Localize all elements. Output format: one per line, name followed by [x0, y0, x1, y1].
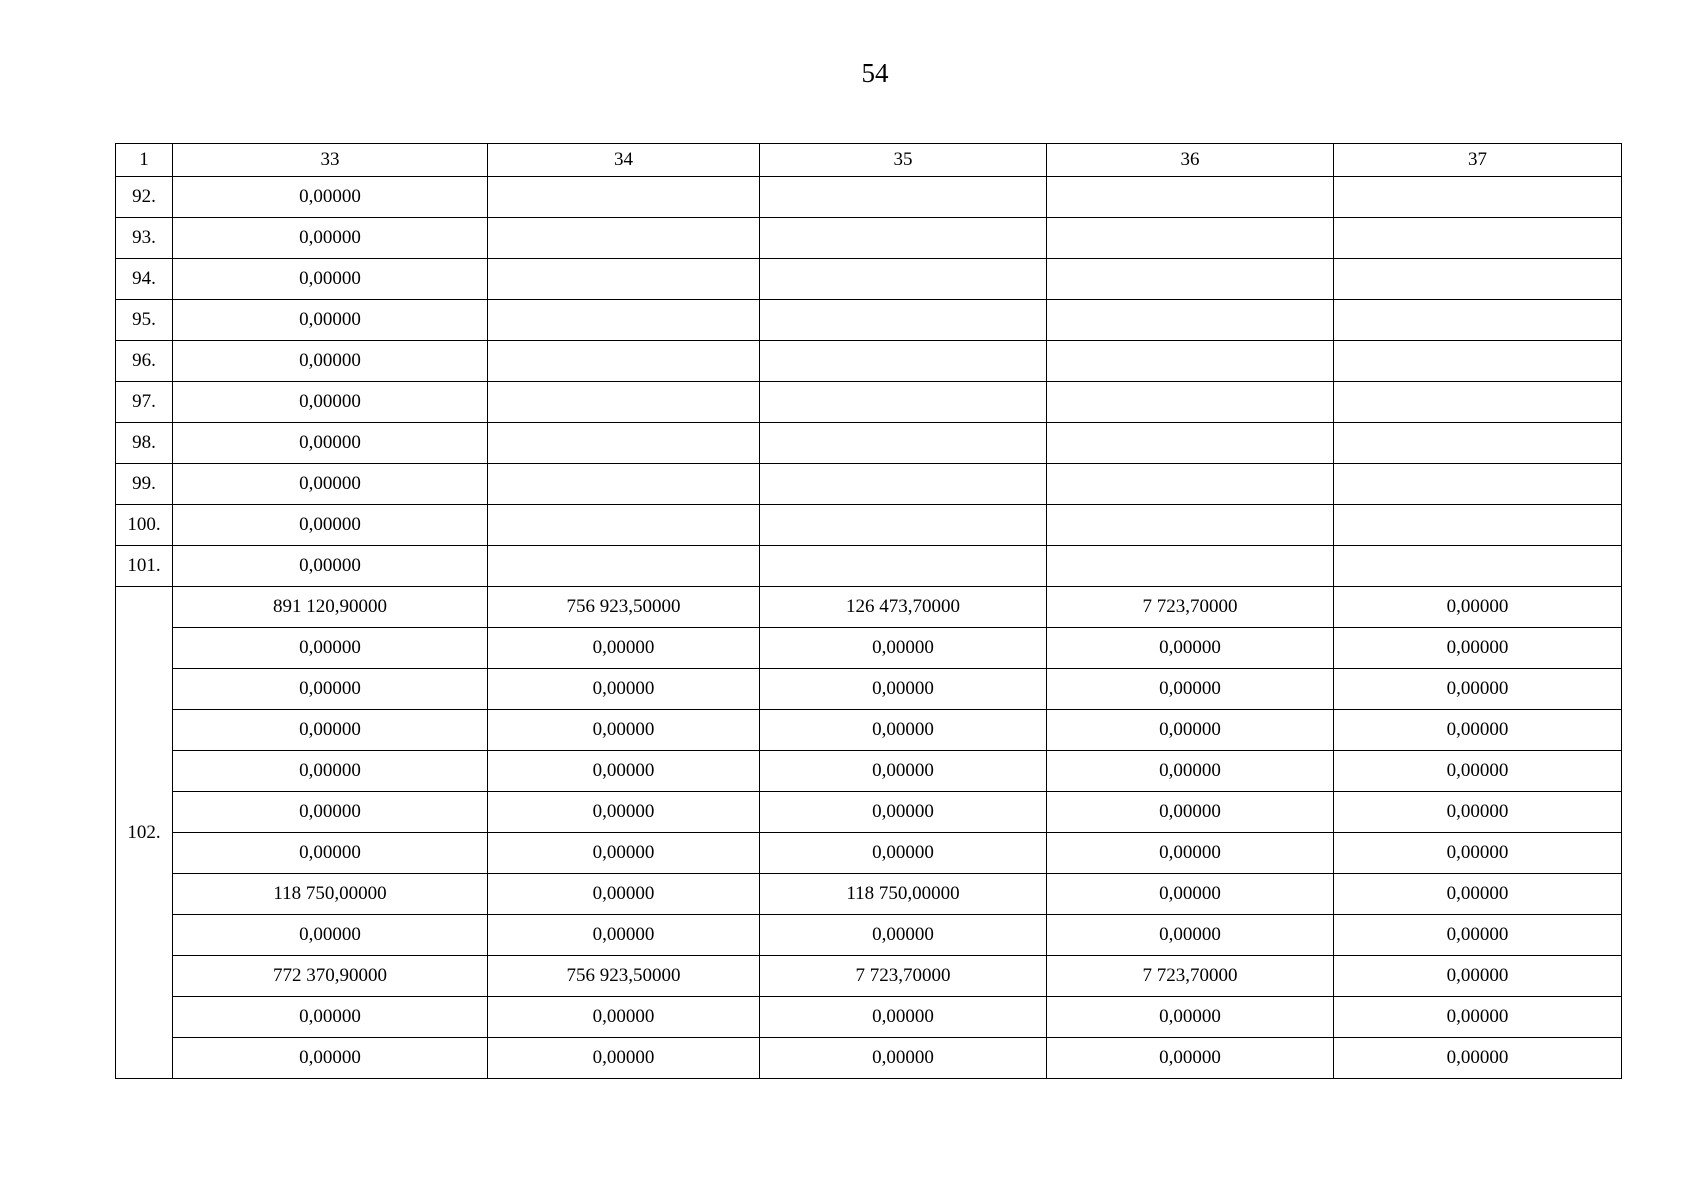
empty-cell [488, 423, 760, 464]
row-number-cell: 97. [116, 382, 173, 423]
value-cell: 0,00000 [760, 628, 1047, 669]
table-row [116, 669, 1622, 710]
value-cell: 0,00000 [173, 669, 488, 710]
empty-cell [760, 546, 1047, 587]
header-cell: 36 [1047, 144, 1334, 177]
empty-cell [1047, 177, 1334, 218]
empty-cell [760, 177, 1047, 218]
empty-cell [1047, 300, 1334, 341]
empty-cell [1334, 341, 1622, 382]
table-row [116, 464, 1622, 505]
value-cell: 0,00000 [488, 669, 760, 710]
value-cell: 0,00000 [173, 505, 488, 546]
value-cell: 0,00000 [1334, 710, 1622, 751]
empty-cell [1334, 546, 1622, 587]
value-cell: 0,00000 [488, 751, 760, 792]
value-cell: 0,00000 [1047, 669, 1334, 710]
value-cell: 0,00000 [173, 792, 488, 833]
value-cell: 118 750,00000 [173, 874, 488, 915]
table-row [116, 915, 1622, 956]
value-cell: 0,00000 [760, 915, 1047, 956]
empty-cell [760, 464, 1047, 505]
value-cell: 0,00000 [760, 833, 1047, 874]
value-cell: 0,00000 [760, 997, 1047, 1038]
value-cell: 0,00000 [1047, 915, 1334, 956]
row-number-cell: 92. [116, 177, 173, 218]
value-cell: 0,00000 [488, 915, 760, 956]
row-number-cell: 98. [116, 423, 173, 464]
table-row [116, 505, 1622, 546]
value-cell: 0,00000 [760, 710, 1047, 751]
value-cell: 0,00000 [1334, 956, 1622, 997]
table-row [116, 956, 1622, 997]
value-cell: 0,00000 [1047, 997, 1334, 1038]
empty-cell [488, 341, 760, 382]
data-table [115, 143, 1622, 1079]
table-row [116, 587, 1622, 628]
empty-cell [760, 505, 1047, 546]
table-row [116, 628, 1622, 669]
table-row [116, 792, 1622, 833]
value-cell: 0,00000 [1334, 997, 1622, 1038]
table-row [116, 259, 1622, 300]
empty-cell [1334, 300, 1622, 341]
value-cell: 0,00000 [173, 546, 488, 587]
table-row [116, 874, 1622, 915]
value-cell: 756 923,50000 [488, 956, 760, 997]
value-cell: 0,00000 [1334, 792, 1622, 833]
empty-cell [488, 300, 760, 341]
header-cell: 33 [173, 144, 488, 177]
value-cell: 0,00000 [173, 177, 488, 218]
value-cell: 0,00000 [488, 1038, 760, 1079]
empty-cell [1334, 218, 1622, 259]
empty-cell [1334, 259, 1622, 300]
empty-cell [760, 259, 1047, 300]
row-number-cell: 99. [116, 464, 173, 505]
empty-cell [1047, 218, 1334, 259]
value-cell: 772 370,90000 [173, 956, 488, 997]
value-cell: 0,00000 [1334, 833, 1622, 874]
header-cell: 37 [1334, 144, 1622, 177]
table-row [116, 546, 1622, 587]
value-cell: 0,00000 [488, 874, 760, 915]
row-number-cell: 100. [116, 505, 173, 546]
value-cell: 891 120,90000 [173, 587, 488, 628]
value-cell: 0,00000 [1334, 669, 1622, 710]
row-number-cell: 101. [116, 546, 173, 587]
value-cell: 0,00000 [173, 628, 488, 669]
value-cell: 0,00000 [1047, 751, 1334, 792]
value-cell: 0,00000 [488, 997, 760, 1038]
value-cell: 0,00000 [173, 423, 488, 464]
row-number-cell: 93. [116, 218, 173, 259]
value-cell: 0,00000 [1334, 1038, 1622, 1079]
empty-cell [1334, 382, 1622, 423]
empty-cell [488, 259, 760, 300]
empty-cell [1334, 177, 1622, 218]
value-cell: 0,00000 [1047, 1038, 1334, 1079]
empty-cell [488, 177, 760, 218]
value-cell: 756 923,50000 [488, 587, 760, 628]
row-number-cell: 95. [116, 300, 173, 341]
value-cell: 0,00000 [173, 751, 488, 792]
table-row [116, 751, 1622, 792]
value-cell: 0,00000 [173, 382, 488, 423]
value-cell: 0,00000 [1047, 628, 1334, 669]
table-row [116, 341, 1622, 382]
empty-cell [488, 464, 760, 505]
row-number-cell: 94. [116, 259, 173, 300]
empty-cell [1047, 464, 1334, 505]
table-row [116, 177, 1622, 218]
value-cell: 0,00000 [488, 628, 760, 669]
empty-cell [1334, 505, 1622, 546]
value-cell: 0,00000 [1334, 915, 1622, 956]
value-cell: 0,00000 [173, 218, 488, 259]
value-cell: 0,00000 [1047, 874, 1334, 915]
value-cell: 0,00000 [1047, 792, 1334, 833]
value-cell: 0,00000 [173, 1038, 488, 1079]
value-cell: 0,00000 [760, 1038, 1047, 1079]
empty-cell [1047, 259, 1334, 300]
header-cell: 1 [116, 144, 173, 177]
empty-cell [488, 382, 760, 423]
value-cell: 0,00000 [488, 710, 760, 751]
empty-cell [760, 300, 1047, 341]
value-cell: 0,00000 [760, 669, 1047, 710]
empty-cell [1047, 341, 1334, 382]
empty-cell [1047, 505, 1334, 546]
value-cell: 126 473,70000 [760, 587, 1047, 628]
table-row [116, 382, 1622, 423]
empty-cell [760, 341, 1047, 382]
header-cell: 34 [488, 144, 760, 177]
empty-cell [488, 505, 760, 546]
value-cell: 0,00000 [173, 997, 488, 1038]
empty-cell [1047, 382, 1334, 423]
value-cell: 0,00000 [173, 710, 488, 751]
value-cell: 0,00000 [760, 792, 1047, 833]
empty-cell [760, 382, 1047, 423]
header-row [116, 144, 1622, 177]
empty-cell [760, 218, 1047, 259]
table-row [116, 710, 1622, 751]
value-cell: 0,00000 [173, 464, 488, 505]
value-cell: 0,00000 [173, 833, 488, 874]
value-cell: 0,00000 [1334, 587, 1622, 628]
table-row [116, 423, 1622, 464]
value-cell: 7 723,70000 [1047, 587, 1334, 628]
value-cell: 118 750,00000 [760, 874, 1047, 915]
empty-cell [1047, 546, 1334, 587]
header-cell: 35 [760, 144, 1047, 177]
value-cell: 0,00000 [1334, 874, 1622, 915]
value-cell: 0,00000 [760, 751, 1047, 792]
empty-cell [488, 546, 760, 587]
empty-cell [488, 218, 760, 259]
value-cell: 0,00000 [488, 833, 760, 874]
page-number: 54 [861, 58, 889, 88]
table-row [116, 1038, 1622, 1079]
empty-cell [1334, 464, 1622, 505]
value-cell: 0,00000 [488, 792, 760, 833]
table-row [116, 218, 1622, 259]
value-cell: 0,00000 [173, 259, 488, 300]
table-row [116, 300, 1622, 341]
value-cell: 0,00000 [173, 300, 488, 341]
row-number-cell: 102. [116, 587, 173, 1079]
value-cell: 0,00000 [1334, 751, 1622, 792]
table-row [116, 833, 1622, 874]
value-cell: 7 723,70000 [1047, 956, 1334, 997]
value-cell: 0,00000 [1334, 628, 1622, 669]
value-cell: 0,00000 [173, 915, 488, 956]
value-cell: 7 723,70000 [760, 956, 1047, 997]
table-body [116, 144, 1622, 1079]
empty-cell [1334, 423, 1622, 464]
row-number-cell: 96. [116, 341, 173, 382]
value-cell: 0,00000 [1047, 833, 1334, 874]
empty-cell [1047, 423, 1334, 464]
empty-cell [760, 423, 1047, 464]
value-cell: 0,00000 [1047, 710, 1334, 751]
table-row [116, 997, 1622, 1038]
value-cell: 0,00000 [173, 341, 488, 382]
